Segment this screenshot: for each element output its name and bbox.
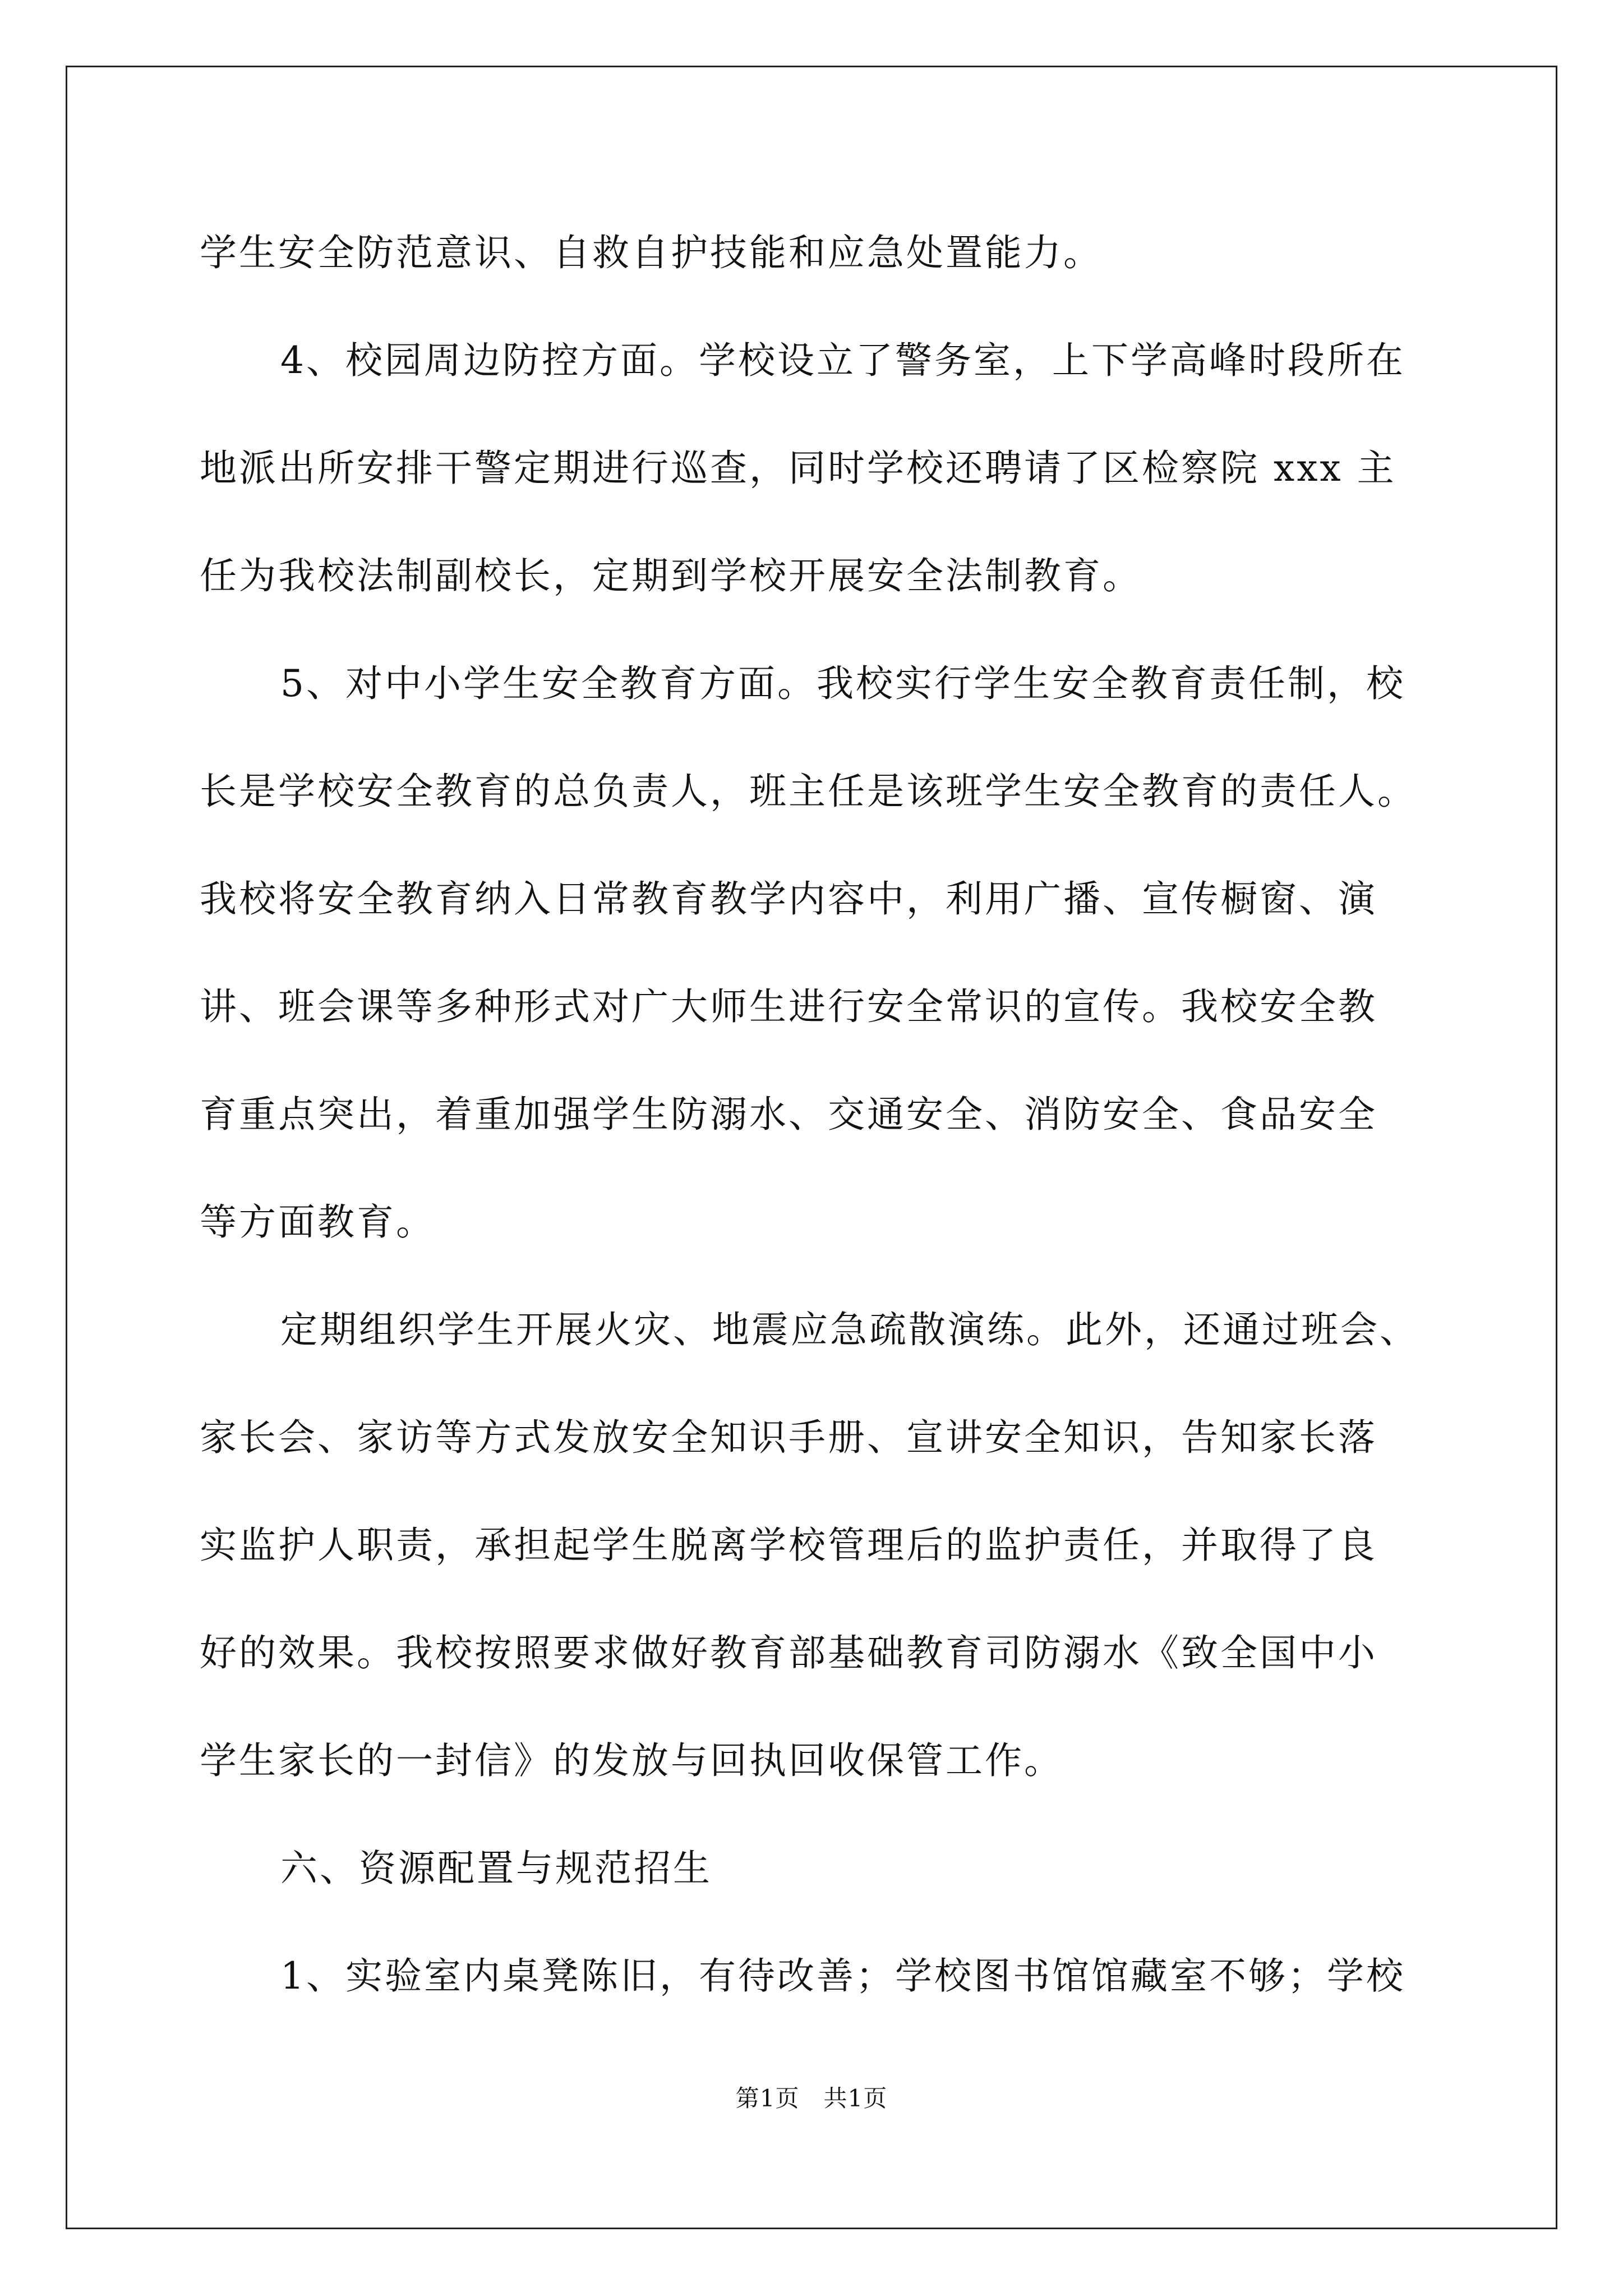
body-text-line: 任为我校法制副校长，定期到学校开展安全法制教育。 — [200, 554, 1142, 597]
body-text-line: 地派出所安排干警定期进行巡查，同时学校还聘请了区检察院 xxx 主 — [200, 447, 1396, 490]
body-text-line: 讲、班会课等多种形式对广大师生进行安全常识的宣传。我校安全教 — [200, 985, 1377, 1028]
page-border — [66, 66, 1557, 2229]
body-text-line: 实监护人职责，承担起学生脱离学校管理后的监护责任，并取得了良 — [200, 1524, 1377, 1567]
body-text-line: 学生家长的一封信》的发放与回执回收保管工作。 — [200, 1739, 1063, 1782]
body-text-line: 长是学校安全教育的总负责人，班主任是该班学生安全教育的责任人。 — [200, 770, 1417, 813]
body-text-line: 定期组织学生开展火灾、地震应急疏散演练。此外，还通过班会、 — [280, 1308, 1419, 1351]
body-text-line: 家长会、家访等方式发放安全知识手册、宣讲安全知识，告知家长落 — [200, 1416, 1377, 1459]
body-text-line: 我校将安全教育纳入日常教育教学内容中，利用广播、宣传橱窗、演 — [200, 877, 1377, 921]
body-text-line: 5、对中小学生安全教育方面。我校实行学生安全教育责任制，校 — [280, 662, 1405, 705]
page-number-footer: 第1页 共1页 — [735, 2085, 888, 2112]
body-text-line: 1、实验室内桌凳陈旧，有待改善；学校图书馆馆藏室不够；学校 — [280, 1954, 1405, 1998]
body-text-line: 好的效果。我校按照要求做好教育部基础教育司防溺水《致全国中小 — [200, 1631, 1377, 1674]
body-text-line: 学生安全防范意识、自救自护技能和应急处置能力。 — [200, 231, 1103, 274]
body-text-line: 等方面教育。 — [200, 1200, 435, 1244]
body-text-line: 4、校园周边防控方面。学校设立了警务室，上下学高峰时段所在 — [280, 339, 1405, 382]
section-heading: 六、资源配置与规范招生 — [280, 1847, 712, 1890]
body-text-line: 育重点突出，着重加强学生防溺水、交通安全、消防安全、食品安全 — [200, 1093, 1377, 1136]
